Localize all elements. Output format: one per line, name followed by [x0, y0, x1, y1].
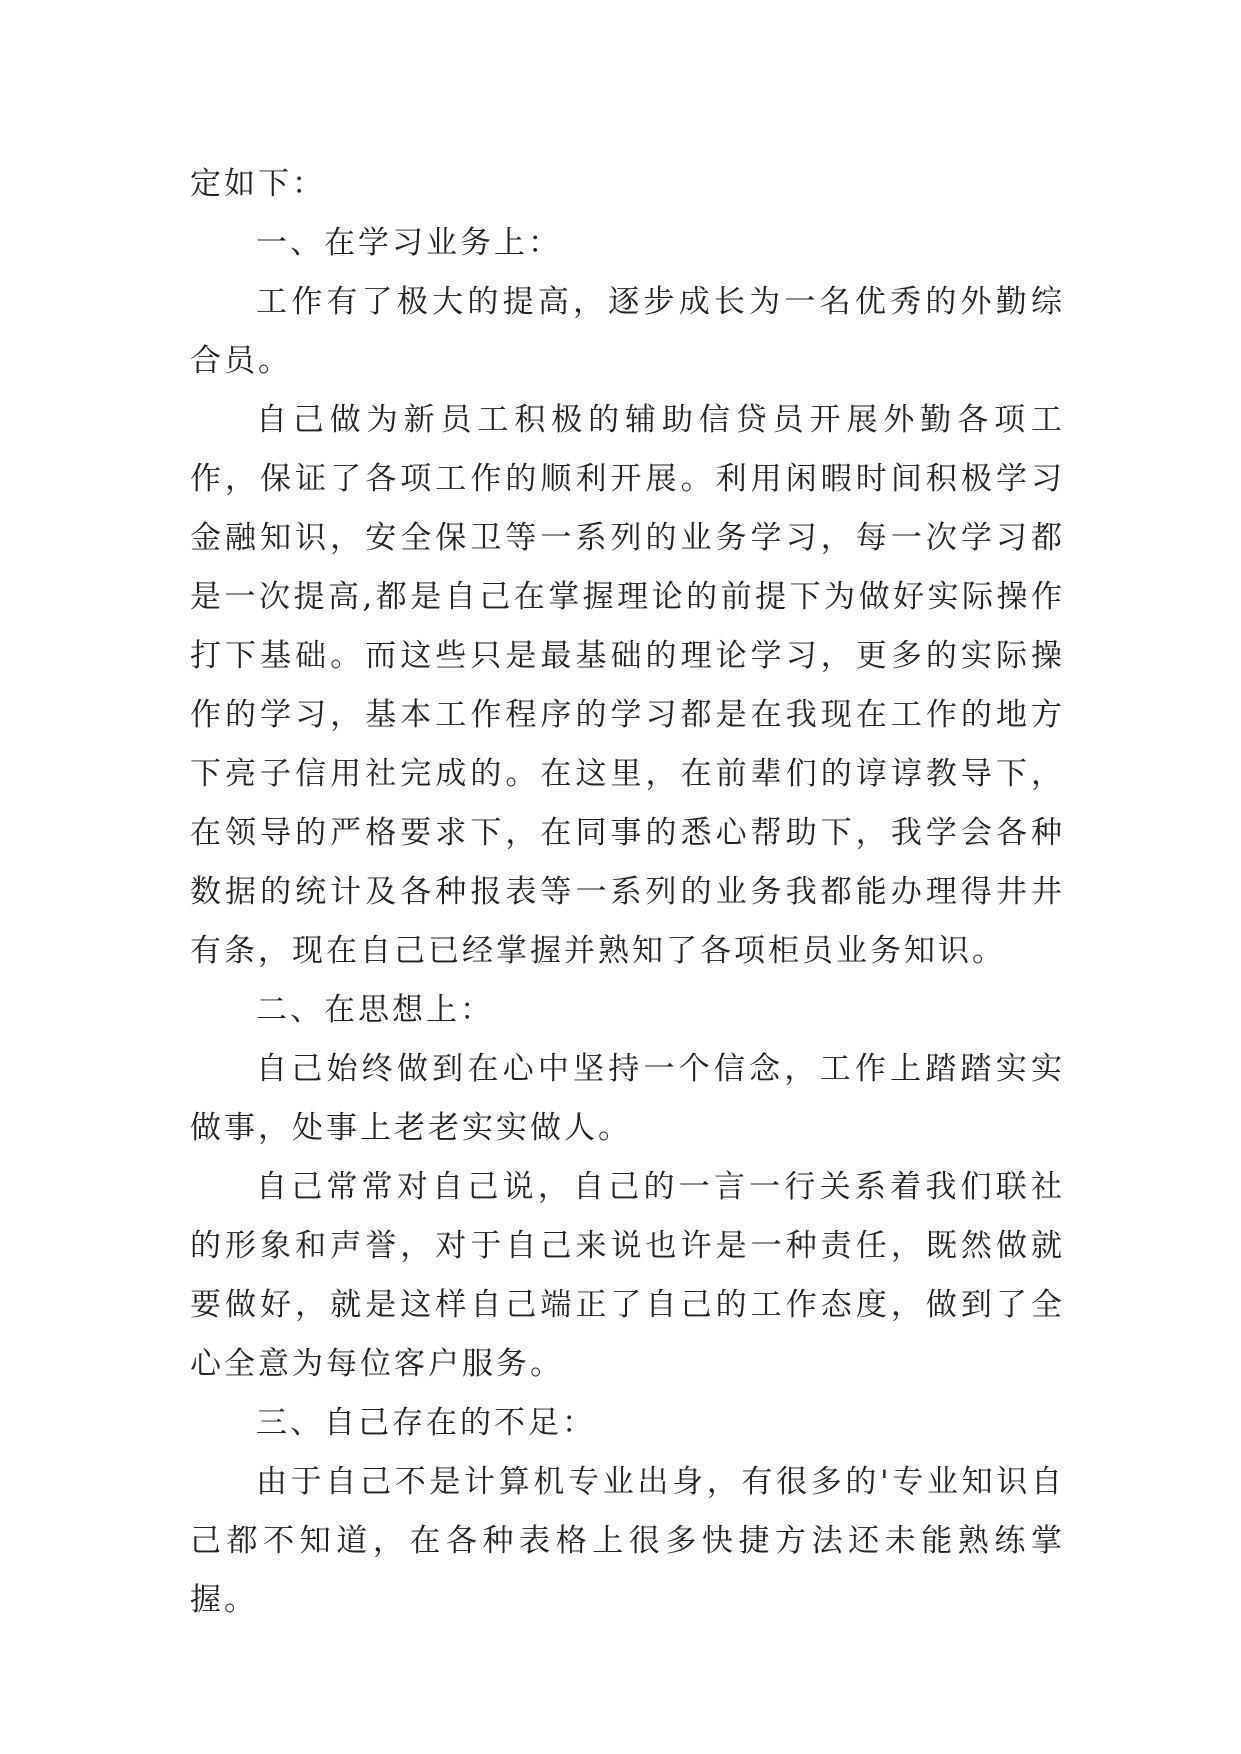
document-body [190, 155, 1065, 1630]
section-heading-shortcomings: 三、自己存在的不足： [256, 1405, 596, 1441]
paragraph: 自己做为新员工积极的辅助信贷员开展外勤各项工作，保证了各项工作的顺利开展。利用闲暇时间积极学习金融知识，安全保卫等一系列的业务学习，每一次学习都是一次提高,都是自己在掌握理论的前提下为做好实际操作打下基础。而这些只是最基础的理论学习，更多的实际操作的学习，基本工作程序的学习都是在我现在工作的地方下亮子信用社完成的。在这里，在前辈们的谆谆教导下，在领导的严格要求下，在同事的悉心帮助下，我学会各种数据的统计及各种报表等一系列的业务我都能办理得井井有条，现在自己已经掌握并熟知了各项柜员业务知识。 [190, 402, 1065, 969]
section-heading-study: 一、在学习业务上： [256, 225, 562, 261]
paragraph: 由于自己不是计算机专业出身，有很多的'专业知识自己都不知道，在各种表格上很多快捷方法还未能熟练掌握。 [190, 1464, 1065, 1618]
paragraph: 自己始终做到在心中坚持一个信念，工作上踏踏实实做事，处事上老老实实做人。 [190, 1051, 1065, 1146]
section-heading-thought: 二、在思想上： [256, 992, 494, 1028]
paragraph-continuation: 定如下： [190, 166, 326, 202]
paragraph: 自己常常对自己说，自己的一言一行关系着我们联社的形象和声誉，对于自己来说也许是一种责任，既然做就要做好，就是这样自己端正了自己的工作态度，做到了全心全意为每位客户服务。 [190, 1169, 1065, 1382]
paragraph: 工作有了极大的提高，逐步成长为一名优秀的外勤综合员。 [190, 284, 1065, 379]
